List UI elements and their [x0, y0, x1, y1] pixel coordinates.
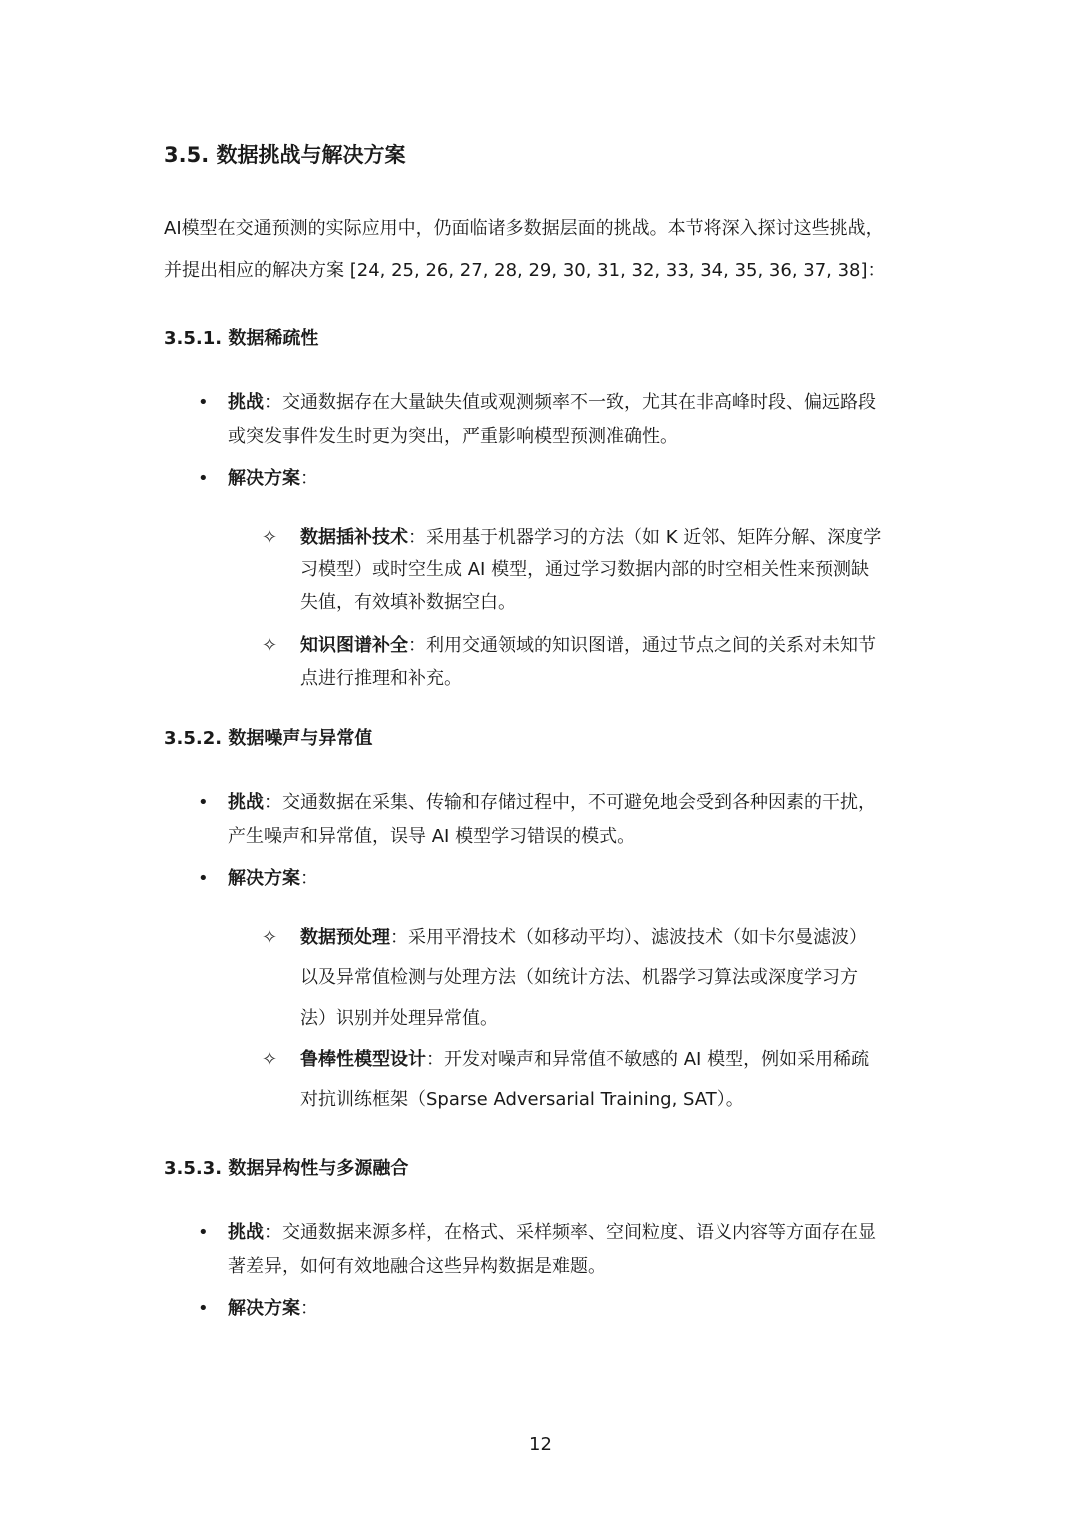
item-line-3: 法）识别并处理异常值。: [300, 1008, 498, 1029]
subsection-title-sparsity: 3.5.1. 数据稀疏性: [164, 328, 319, 349]
item-line-2: 点进行推理和补充。: [300, 668, 462, 689]
bullet-icon: •: [198, 868, 209, 889]
bullet-icon: •: [198, 1222, 209, 1243]
item-text: ：利用交通领域的知识图谱，通过节点之间的关系对未知节: [408, 635, 876, 656]
solution-line: [228, 462, 318, 496]
item-label: 数据插补技术: [300, 527, 408, 548]
solution-line: [228, 862, 318, 896]
subsection-title-heterogeneity: 3.5.3. 数据异构性与多源融合: [164, 1158, 409, 1179]
solution-line: [228, 1292, 318, 1326]
solution-label: 解决方案: [228, 1298, 300, 1319]
bullet-icon: •: [198, 468, 209, 489]
item-text: ：采用平滑技术（如移动平均）、滤波技术（如卡尔曼滤波）: [390, 927, 867, 948]
challenge-text: ：交通数据来源多样，在格式、采样频率、空间粒度、语义内容等方面存在显: [264, 1222, 876, 1243]
item-label: 鲁棒性模型设计: [300, 1049, 426, 1070]
item-text: ：采用基于机器学习的方法（如 K 近邻、矩阵分解、深度学: [408, 527, 882, 548]
item-line-1: [300, 521, 881, 555]
challenge-text: ：交通数据在采集、传输和存储过程中，不可避免地会受到各种因素的干扰，: [264, 792, 876, 813]
bullet-icon: •: [198, 792, 209, 813]
bullet-icon: •: [198, 392, 209, 413]
challenge-line-1: [228, 386, 876, 420]
challenge-line-2: 产生噪声和异常值，误导 AI 模型学习错误的模式。: [228, 826, 636, 847]
solution-label: 解决方案: [228, 468, 300, 489]
item-line-1: [300, 921, 867, 955]
challenge-line-1: [228, 1216, 876, 1250]
diamond-bullet-icon: ✧: [262, 527, 278, 548]
item-line-1: [300, 629, 876, 663]
challenge-label: 挑战: [228, 792, 264, 813]
item-line-1: [300, 1043, 869, 1077]
subsection-title-noise: 3.5.2. 数据噪声与异常值: [164, 728, 373, 749]
bullet-icon: •: [198, 1298, 209, 1319]
diamond-bullet-icon: ✧: [262, 927, 278, 948]
item-line-2: 以及异常值检测与处理方法（如统计方法、机器学习算法或深度学习方: [300, 967, 858, 988]
item-text: ：开发对噪声和异常值不敏感的 AI 模型，例如采用稀疏: [426, 1049, 870, 1070]
item-label: 数据预处理: [300, 927, 390, 948]
challenge-line-2: 著差异，如何有效地融合这些异构数据是难题。: [228, 1256, 606, 1277]
page-number: 12: [529, 1434, 552, 1455]
item-label: 知识图谱补全: [300, 635, 408, 656]
diamond-bullet-icon: ✧: [262, 1049, 278, 1070]
colon: ：: [300, 1298, 318, 1319]
item-line-3: 失值，有效填补数据空白。: [300, 592, 516, 613]
solution-label: 解决方案: [228, 868, 300, 889]
section-title: 3.5. 数据挑战与解决方案: [164, 143, 406, 167]
challenge-text: ：交通数据存在大量缺失值或观测频率不一致，尤其在非高峰时段、偏远路段: [264, 392, 876, 413]
intro-line-1: AI模型在交通预测的实际应用中，仍面临诸多数据层面的挑战。本节将深入探讨这些挑战，: [164, 218, 884, 239]
challenge-line-1: [228, 786, 876, 820]
colon: ：: [300, 868, 318, 889]
item-line-2: 习模型）或时空生成 AI 模型，通过学习数据内部的时空相关性来预测缺: [300, 559, 870, 580]
item-line-2: 对抗训练框架（Sparse Adversarial Training, SAT）。: [300, 1089, 744, 1110]
challenge-line-2: 或突发事件发生时更为突出，严重影响模型预测准确性。: [228, 426, 678, 447]
intro-line-2: 并提出相应的解决方案 [24, 25, 26, 27, 28, 29, 30, 31, 32, 33, 34, 35, 36, 37, 38]：: [164, 260, 886, 281]
challenge-label: 挑战: [228, 1222, 264, 1243]
colon: ：: [300, 468, 318, 489]
challenge-label: 挑战: [228, 392, 264, 413]
diamond-bullet-icon: ✧: [262, 635, 278, 656]
